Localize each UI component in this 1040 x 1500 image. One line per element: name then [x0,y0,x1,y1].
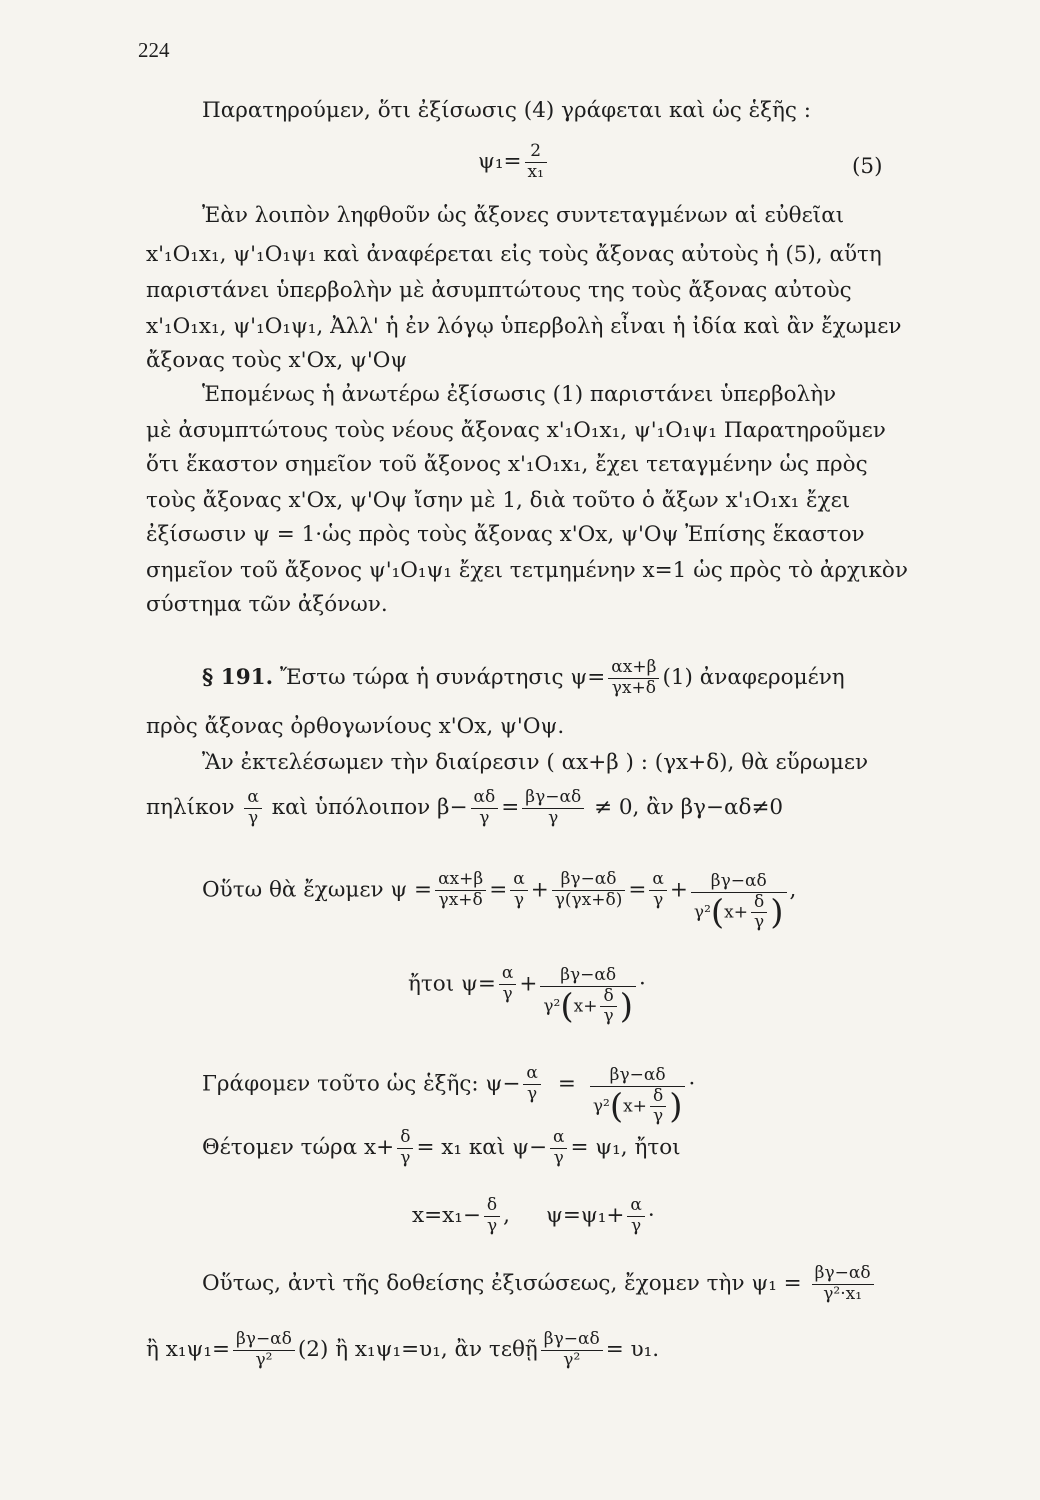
outo-f5-num: βγ−αδ [710,871,767,891]
p3-line-1: Ἑπομένως ἡ ἀνωτέρω ἐξίσωσις (1) παριστάνει ὑπερβολὴν [202,382,837,407]
p3-line-7: σύστημα τῶν ἀξόνων. [146,592,388,617]
s191-text1: Ἔστω τώρα ἡ συνάρτησις ψ= [279,665,606,691]
outo-line [202,848,796,933]
outo-inner-den: γ [751,912,767,933]
p2-line-3: παριστάνει ὑπερβολὴν μὲ ἀσυμπτώτους της τοὺς ἄξονας αὐτοὺς [146,278,852,303]
rem-fraction-2 [522,788,584,828]
thetomen-line [202,1128,681,1168]
page-number: 224 [138,38,170,62]
itoi-frac-1 [499,964,516,1004]
p2-line-4: x'₁O₁x₁, ψ'₁O₁ψ₁, Ἀλλ' ἡ ἐν λόγῳ ὑπερβολὴ εἶναι ἡ ἰδία καὶ ἂν ἔχωμεν [146,314,902,339]
sub-f1-num: δ [486,1195,498,1215]
quotient-line [146,788,783,828]
q-num: α [247,787,259,807]
p3-line-3: ὅτι ἕκαστον σημεῖον τοῦ ἄξονος x'₁O₁x₁, ἔχει τεταγμένην ὡς πρὸς [146,452,868,477]
intro-line: Παρατηρούμεν, ὅτι ἐξίσωσις (4) γράφεται καὶ ὡς ἑξῆς : [202,98,811,123]
outo-f2-den: γ [510,890,527,911]
rem-fraction [471,788,499,828]
final1-frac [812,1264,874,1304]
equation-5 [478,142,550,182]
itoi-g2: γ² [543,996,561,1017]
rem-condition: ≠ 0, ἂν βγ−αδ≠0 [594,795,784,821]
thet-mid: = x₁ καὶ ψ− [416,1135,547,1161]
itoi-frac-2 [540,966,636,1027]
itoi-line [408,942,646,1027]
final1-den: γ²·x₁ [812,1284,874,1305]
section-191-line [202,658,845,698]
outo-f1-den: γx+δ [435,890,486,911]
graf-f1-den: γ [523,1084,540,1105]
quotient-word: πηλίκον [146,795,235,821]
outo-f4-den: γ [649,890,666,911]
graf-f1-num: α [526,1063,538,1084]
sub-comma: , [503,1203,510,1229]
s191-text2: (1) ἀναφερομένη [662,665,845,691]
itoi-inner-num: δ [603,985,614,1006]
itoi-f1-den: γ [499,984,516,1005]
outo-f1-num: αx+β [438,869,484,890]
p3-line-6: σημεῖον τοῦ ἄξονος ψ'₁O₁ψ₁ ἔχει τετμημένην x=1 ὡς πρὸς τὸ ἀρχικὸν [146,558,908,583]
thet-start: Θέτομεν τώρα x+ [202,1135,395,1161]
graf-start: Γράφομεν τοῦτο ὡς ἑξῆς: ψ− [202,1071,521,1097]
final2-start: ἢ x₁ψ₁= [146,1337,230,1363]
sub-psi: ψ=ψ₁+ [546,1203,625,1229]
graf-xplus: x+ [623,1096,647,1117]
outo-f4-num: α [652,869,664,890]
sub-f2-num: α [630,1195,642,1215]
remainder-text: καὶ ὑπόλοιπον β− [271,795,468,821]
final-line-2 [146,1330,659,1370]
sub-x: x=x₁− [412,1203,481,1229]
itoi-inner-den: γ [600,1006,616,1027]
graf-frac-2 [590,1066,686,1127]
quotient-fraction [244,788,261,828]
p3-line-5: ἐξίσωσιν ψ = 1·ὡς πρὸς τοὺς ἄξονας x'Ox, ψ'Oψ Ἐπίσης ἕκαστον [146,522,865,547]
division-line: Ἂν ἐκτελέσωμεν τὴν διαίρεσιν ( αx+β ) : (γx+δ), θὰ εὕρωμεν [202,750,869,775]
final1-text: Οὕτως, ἀντὶ τῆς δοθείσης ἐξισώσεως, ἔχομεν τὴν ψ₁ = [202,1271,802,1297]
itoi-close-paren: ) [619,986,633,1027]
outo-eq2: = [628,877,647,903]
graf-inner-frac [650,1087,666,1127]
s191-num: αx+β [611,657,657,677]
outo-xplus: x+ [724,902,748,923]
outo-eq1: = [489,877,508,903]
graf-f2-num: βγ−αδ [609,1065,666,1085]
graf-g2: γ² [592,1096,610,1117]
rem2-num: βγ−αδ [525,787,582,807]
final-line-1 [202,1264,877,1304]
outo-frac-2 [510,870,527,910]
sub-f1-den: γ [484,1216,500,1237]
outo-plus1: + [530,877,549,903]
outo-comma: , [789,877,797,903]
eq5-num: 2 [530,141,542,161]
outo-frac-5 [691,872,787,933]
eq5-label: (5) [852,154,883,179]
outo-g2: γ² [693,902,711,923]
graf-frac-1 [523,1064,540,1104]
s191-line-2: πρὸς ἄξονας ὀρθογωνίους x'Ox, ψ'Oψ. [146,714,565,739]
final2-f1-den: γ² [233,1350,295,1371]
itoi-open-paren: ( [560,986,574,1027]
thet-f1-num: δ [400,1127,411,1147]
graf-open-paren: ( [609,1086,624,1127]
final1-num: βγ−αδ [814,1263,871,1283]
s191-fraction [608,658,659,698]
grafomen-line [202,1042,695,1127]
outo-open-paren: ( [710,892,725,933]
graf-dot: · [688,1071,696,1097]
itoi-xplus: x+ [573,996,598,1017]
p3-line-4: τοὺς ἄξονας x'Ox, ψ'Oψ ἴσην μὲ 1, διὰ τοῦτο ὁ ἄξων x'₁O₁x₁ ἔχει [146,488,851,513]
sub-f2-den: γ [627,1216,644,1237]
outo-inner-frac [751,893,767,933]
eq5-den: x₁ [525,162,547,183]
itoi-f2-num: βγ−αδ [560,965,617,985]
p2-line-2: x'₁O₁x₁, ψ'₁O₁ψ₁ καὶ ἀναφέρεται εἰς τοὺς ἄξονας αὐτοὺς ἡ (5), αὕτη [146,242,882,267]
outo-f3-den: γ(γx+δ) [552,890,626,911]
rem-eq: = [501,795,520,821]
rem2-den: γ [522,808,584,829]
sub-frac-1 [484,1196,500,1236]
itoi-f1-num: α [501,963,514,984]
section-number: § 191. [202,665,274,691]
p3-line-2: μὲ ἀσυμπτώτους τοὺς νέους ἄξονας x'₁O₁x₁, ψ'₁O₁ψ₁ Παρατηροῦμεν [146,418,886,443]
outo-f5-den [691,892,787,933]
final2-f2-num: βγ−αδ [543,1329,600,1349]
outo-inner-num: δ [754,891,765,912]
thet-f1-den: γ [397,1148,413,1169]
eq5-lhs: ψ₁= [478,149,522,175]
outo-plus2: + [669,877,688,903]
outo-f2-num: α [513,869,525,890]
itoi-dot: · [638,971,646,997]
p2-line-1: Ἐὰν λοιπὸν ληφθοῦν ὡς ἄξονες συντεταγμένων αἱ εὐθεῖαι [202,203,845,228]
itoi-start: ἤτοι ψ= [408,971,496,997]
sub-dot: · [647,1203,655,1229]
graf-f2-den [590,1086,686,1127]
p2-line-5: ἄξονας τοὺς x'Ox, ψ'Oψ [146,348,408,373]
sub-frac-2 [627,1196,644,1236]
outo-f3-num: βγ−αδ [560,869,617,890]
final2-frac-1 [233,1330,295,1370]
final2-f1-num: βγ−αδ [235,1329,292,1349]
thet-frac-1 [397,1128,413,1168]
outo-frac-4 [649,870,666,910]
thet-frac-2 [550,1128,567,1168]
itoi-f2-den [540,986,636,1027]
graf-inner-num: δ [652,1085,664,1106]
outo-frac-3 [552,870,626,910]
itoi-plus: + [519,971,538,997]
thet-f2-den: γ [550,1148,567,1169]
final2-end: = υ₁. [605,1337,660,1363]
outo-close-paren: ) [770,892,784,933]
eq5-fraction [525,142,547,182]
thet-end: = ψ₁, ἤτοι [570,1135,681,1161]
substitution-line [412,1196,655,1236]
graf-inner-den: γ [650,1106,666,1127]
rem-den: γ [471,808,499,829]
rem-num: αδ [473,787,496,807]
itoi-inner-frac [600,987,616,1027]
thet-f2-num: α [552,1127,565,1147]
outo-frac-1 [435,870,486,910]
q-den: γ [244,808,261,829]
s191-den: γx+δ [608,678,659,699]
graf-close-paren: ) [669,1086,683,1127]
final2-frac-2 [541,1330,603,1370]
graf-eq: = [557,1071,576,1097]
final2-mid: (2) ἢ x₁ψ₁=υ₁, ἂν τεθῇ [297,1337,538,1363]
final2-f2-den: γ² [541,1350,603,1371]
outo-start: Οὕτω θὰ ἔχωμεν ψ = [202,877,433,903]
